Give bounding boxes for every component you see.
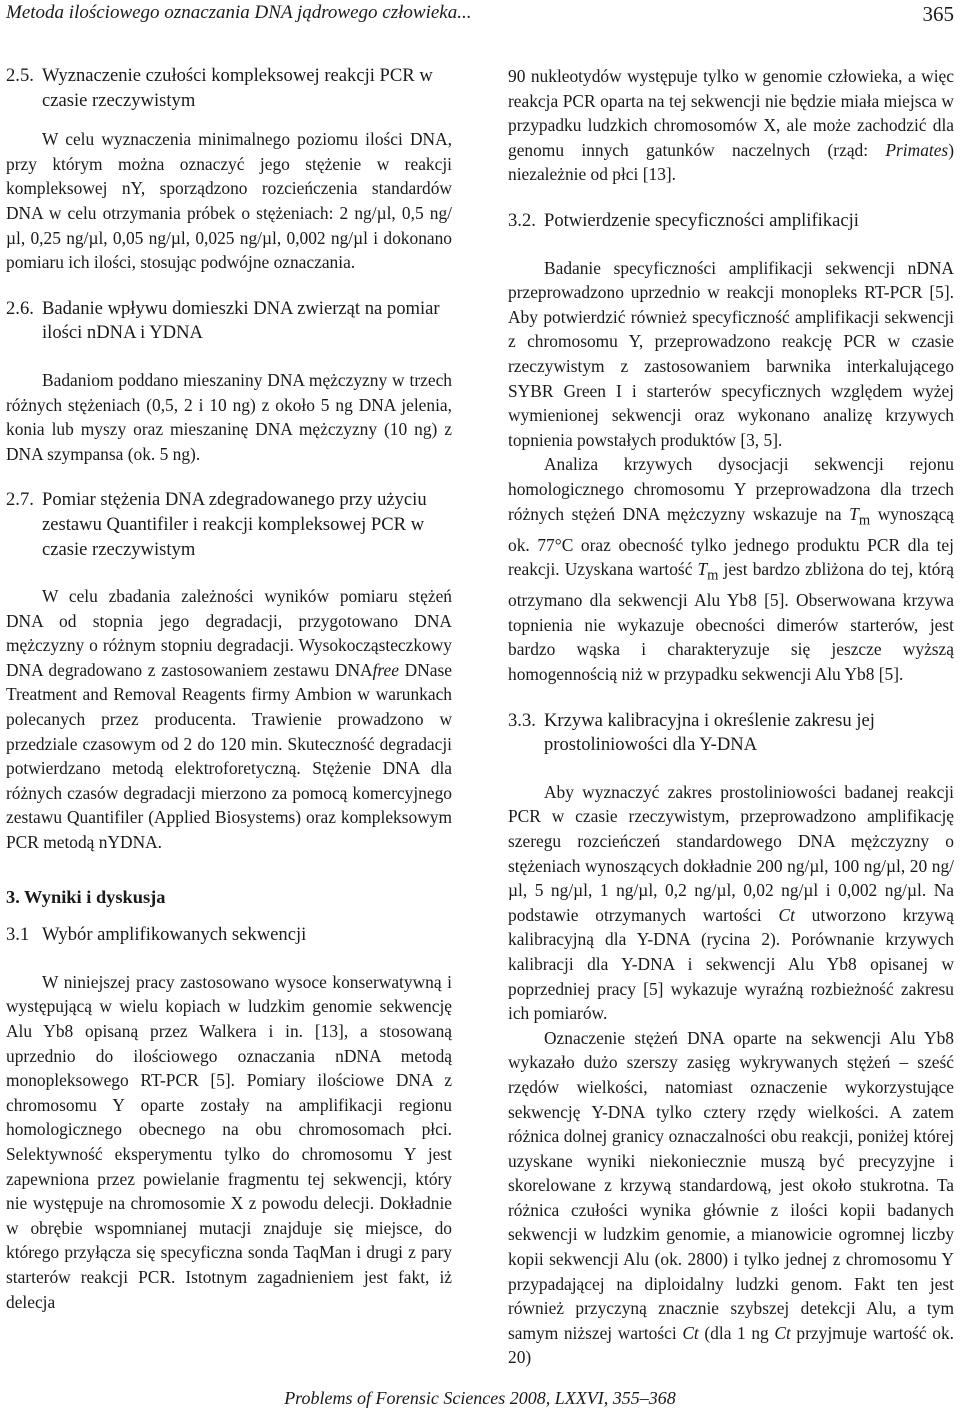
paragraph: Badaniom poddano mieszaniny DNA mężczyzny w trzech różnych stężeniach (0,5, 2 i 10 ng) z około 5 ng DNA jelenia, konia lub myszy oraz mieszaninę DNA mężczyzny (10 ng) z DNA szympansa (ok. 5 ng).: [6, 369, 452, 464]
section-number: 2.5.: [6, 65, 34, 86]
page-header: [6, 0, 954, 30]
paragraph: 90 nukleotydów występuje tylko w genomie człowieka, a więc reakcja PCR oparta na tej sekwencji nie będzie miała miejsca w przypadku ludzkich chromosomów X, ale może zachodzić dla genomu innych gatunków naczelnych (rząd: Primates) niezależnie od płci [13].: [508, 66, 954, 185]
section-title: Badanie wpływu domieszki DNA zwierząt na pomiar ilości nDNA i YDNA: [42, 297, 440, 344]
section-3-1-heading: [6, 923, 452, 948]
left-column: [6, 64, 452, 1314]
section-3-2-heading: [508, 209, 954, 234]
right-column: [508, 64, 954, 1370]
paragraph: Analiza krzywych dysocjacji sekwencji rejonu homologicznego chromosomu Y przeprowadzona dla trzech różnych stężeń DNA mężczyzny wskazuje na $T_m$ wynoszącą ok. 77°C oraz obecność tylko jednego produktu PCR dla tej reakcji. Uzyskana wartość $T_m$ jest bardzo zbliżona do tej, którą otrzymano dla sekwencji Alu Yb8 [5]. Obserwowana krzywa topnienia nie wykazuje obecności dimerów starterów, jest bardzo wąska i charakteryzuje się jeszcze wyższą homogennością niż w przypadku sekwencji Alu Yb8 [5].: [508, 454, 955, 684]
paragraph: W celu zbadania zależności wyników pomiaru stężeń DNA od stopnia jego degradacji, przygotowano DNA mężczyzny o różnym stopniu degradacji. Wysokocząsteczkowy DNA degradowano z zastosowaniem zestawu DNAfree DNase Treatment and Removal Reagents firmy Ambion w warunkach polecanych przez producenta. Trawienie prowadzono w przedziale czasowym od 2 do 120 min. Skuteczność degradacji potwierdzano metodą elektroforetyczną. Stężenie DNA dla różnych czasów degradacji mierzono za pomocą komercyjnego zestawu Quantifiler (Applied Biosystems) oraz kompleksowym PCR metodą nYDNA.: [6, 586, 452, 853]
section-2-7-heading: [6, 488, 452, 562]
section-title: Pomiar stężenia DNA zdegradowanego przy użyciu zestawu Quantifiler i reakcji kompleksowej PCR w czasie rzeczywistym: [42, 489, 427, 560]
section-number: 2.7.: [6, 489, 34, 511]
section-3-heading: 3. Wyniki i dyskusja: [6, 886, 166, 907]
section-title: Potwierdzenie specyficzności amplifikacji: [544, 209, 859, 231]
paragraph: Badanie specyficzności amplifikacji sekwencji nDNA przeprowadzono uprzednio w reakcji monopleks RT-PCR [5]. Aby potwierdzić również specyficzność amplifikacji sekwencji z chromosomu Y, przeprowadzono reakcję PCR w czasie rzeczywistym z zastosowaniem barwnika interkalującego SYBR Green I i starterów specyficznych względem wyżej wymienionej sekwencji oraz wykonano analizę krzywych topnienia powstałych produktów [3, 5].: [508, 257, 954, 450]
section-title: Wyznaczenie czułości kompleksowej reakcji PCR w czasie rzeczywistym: [42, 65, 433, 111]
page-number: 365: [922, 2, 954, 26]
paragraph: W celu wyznaczenia minimalnego poziomu ilości DNA, przy którym można oznaczyć jego stężenie w reakcji kompleksowej nY, sporządzono rozcieńczenia standardów DNA w celu otrzymania próbek o stężeniach: 2 ng/µl, 0,5 ng/µl, 0,25 ng/µl, 0,05 ng/µl, 0,025 ng/µl, 0,002 ng/µl i dokonano pomiaru ich ilości, stosując podwójne oznaczania.: [6, 129, 452, 273]
section-2-6-heading: [6, 297, 452, 346]
section-number: 3.3.: [508, 709, 536, 731]
paragraph: Aby wyznaczyć zakres prostoliniowości badanej reakcji PCR w czasie rzeczywistym, przeprowadzono amplifikację szeregu rozcieńczeń standardowego DNA mężczyzny o stężeniach wynoszących dokładnie 200 ng/µl, 100 ng/µl, 20 ng/µl, 5 ng/µl, 1 ng/µl, 0,2 ng/µl, 0,02 ng/µl i 0,002 ng/µl. Na podstawie otrzymanych wartości Ct utworzono krzywą kalibracyjną dla Y-DNA (rycina 2). Porównanie krzywych kalibracji dla Y-DNA i sekwencji Alu Yb8 opisanej w poprzedniej pracy [5] wykazuje wyraźną rozbieżność zakresu ich pomiarów.: [508, 781, 954, 1024]
section-2-5-heading: [6, 64, 452, 113]
running-title: Metoda ilościowego oznaczania DNA jądrowego człowieka...: [6, 2, 472, 23]
page-footer: Problems of Forensic Sciences 2008, LXXVI, 355–368: [284, 1388, 676, 1408]
section-number: 3.2.: [508, 209, 536, 231]
paragraph: Oznaczenie stężeń DNA oparte na sekwencji Alu Yb8 wykazało dużo szerszy zasięg wykrywanych stężeń – sześć rzędów wielkości, natomiast oznaczenie wykorzystujące sekwencję Y-DNA tylko cztery rzędy wielkości. A zatem różnica dolnej granicy oznaczalności obu reakcji, poniżej której uzyskane wyniki niekoniecznie muszą być precyzyjne i skorelowane z krzywą standardową, jest około stukrotna. Ta różnica czułości wynika głównie z ilości kopii badanych sekwencji w ludzkim genomie, a mianowicie ogromnej liczby kopii sekwencji Alu (ok. 2800) i tylko jednej z chromosomu Y przypadającej na diploidalny ludzki genom. Fakt ten jest również przyczyną znacznie szybszej detekcji Alu, a tym samym niższej wartości Ct (dla 1 ng Ct przyjmuje wartość ok. 20): [508, 1027, 955, 1368]
paragraph: W niniejszej pracy zastosowano wysoce konserwatywną i występującą w wielu kopiach w ludzkim genomie sekwencję Alu Yb8 opisaną przez Walkera i in. [13], a stosowaną uprzednio do ilościowego oznaczania nDNA metodą monopleksowego RT-PCR [5]. Pomiary ilościowe DNA z chromosomu Y oparte zostały na amplifikacji regionu homologicznego obecnego na obu chromosomach płci. Selektywność eksperymentu tylko do chromosomu Y jest zapewniona przez powielanie fragmentu tej sekwencji, który nie występuje na chromosomie X z powodu delecji. Dokładnie w obrębie wspomnianej mutacji znajduje się miejsce, do którego przyłącza się specyficzna sonda TaqMan i drugi z pary starterów reakcji PCR. Istotnym zagadnieniem jest fakt, iż delecja: [6, 971, 452, 1312]
section-number: 3.1: [6, 924, 30, 946]
section-title: Wybór amplifikowanych sekwencji: [42, 924, 307, 946]
section-3-3-heading: [508, 709, 954, 758]
section-title: Krzywa kalibracyjna i określenie zakresu jej prostoliniowości dla Y-DNA: [544, 709, 875, 756]
section-number: 2.6.: [6, 297, 34, 319]
